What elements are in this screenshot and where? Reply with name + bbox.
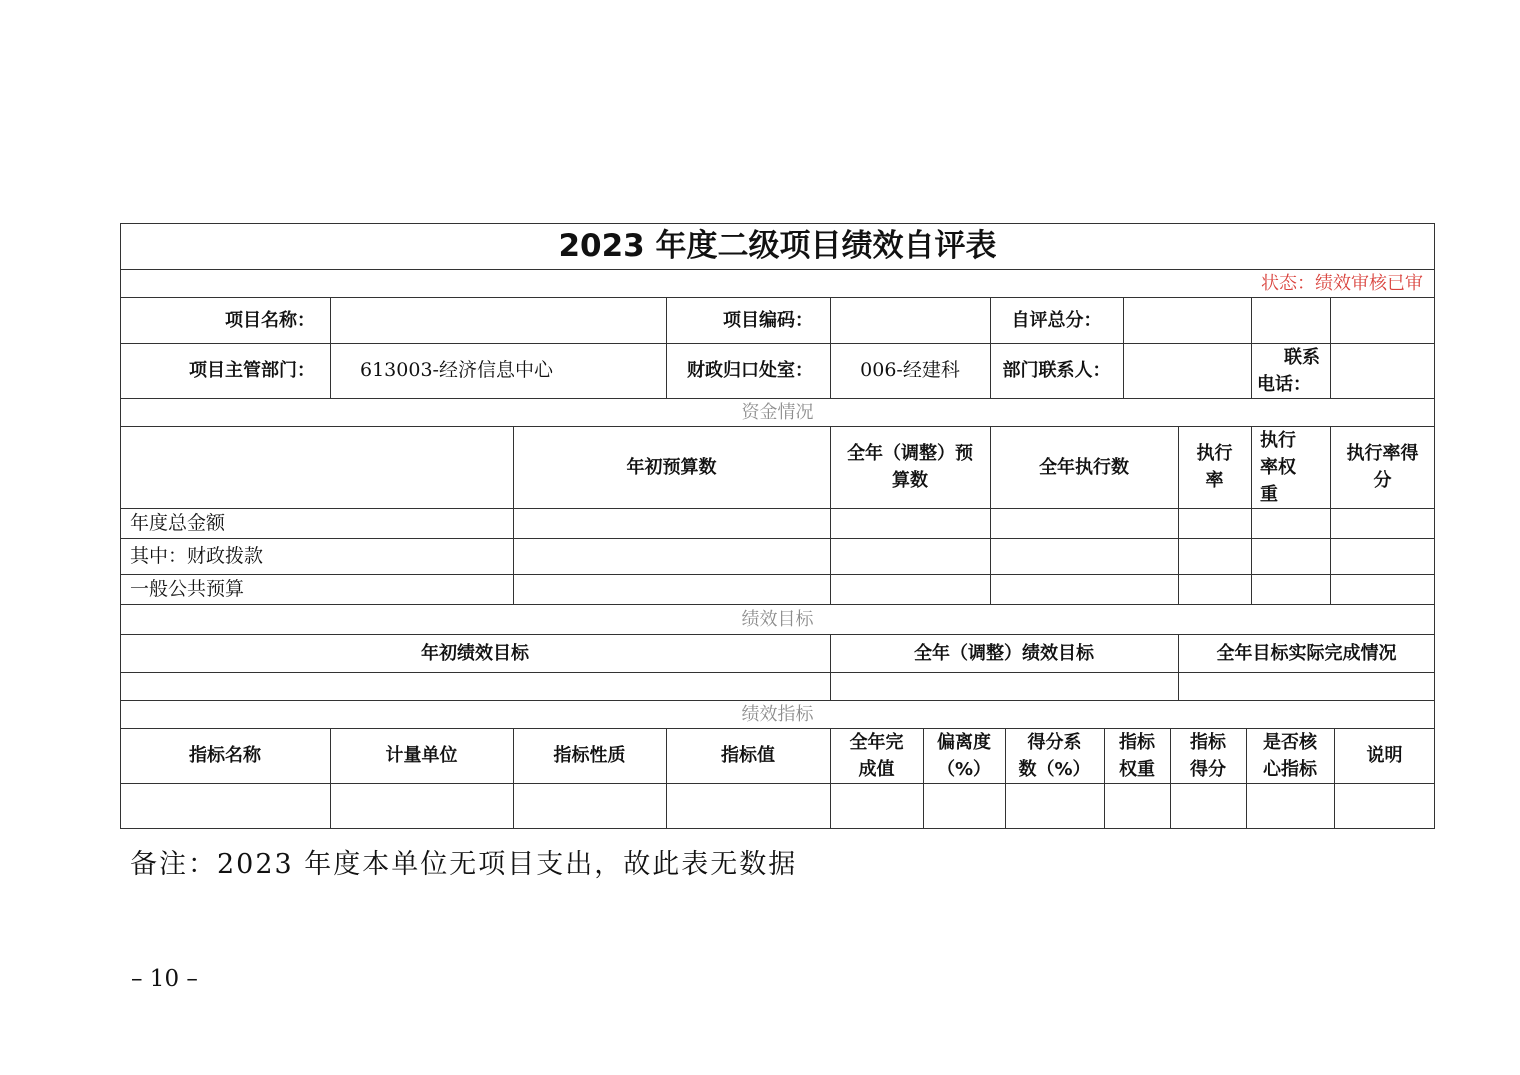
finance-office-label: 财政归口处室： (687, 360, 813, 381)
score-coefficient-header-line1: 得分系 (1027, 731, 1082, 753)
rate-weight-header-line3: 重 (1260, 483, 1278, 505)
form-title: 2023 年度二级项目绩效自评表 (558, 227, 997, 264)
adjusted-budget-header (830, 426, 990, 508)
phone-label (1251, 343, 1330, 398)
completed-value-header-line1: 全年完 (849, 731, 904, 753)
core-indicator-header (1246, 728, 1334, 783)
adjusted-budget-header-line1: 全年（调整）预 (847, 443, 973, 464)
self-score-value (1123, 297, 1251, 343)
core-indicator-header-line2: 心指标 (1263, 758, 1317, 780)
indicator-weight-header-line2: 权重 (1119, 758, 1155, 780)
indicator-score-header (1170, 728, 1246, 783)
project-name-label: 项目名称： (225, 309, 315, 331)
adjusted-goal-header: 全年（调整）绩效目标 (914, 642, 1094, 664)
executed-header: 全年执行数 (1039, 456, 1129, 478)
indicator-weight-header-line1: 指标 (1119, 731, 1155, 753)
adjusted-budget-header-line2: 算数 (892, 470, 928, 491)
indicator-value-header: 指标值 (721, 745, 775, 766)
phone-label-line1: 联系 (1284, 346, 1320, 368)
initial-budget-header: 年初预算数 (626, 456, 717, 478)
indicators-section-title: 绩效指标 (741, 703, 814, 725)
execution-rate-header-line2: 率 (1205, 470, 1224, 491)
core-indicator-header-line1: 是否核 (1263, 731, 1317, 753)
actual-completion-header: 全年目标实际完成情况 (1216, 642, 1397, 664)
project-code-label: 项目编码： (723, 309, 813, 331)
phone-value (1330, 343, 1435, 398)
grid-line (120, 783, 1435, 784)
initial-goal-header: 年初绩效目标 (421, 642, 529, 664)
finance-office-value: 006-经建科 (860, 359, 960, 381)
execution-rate-header-line1: 执行 (1196, 443, 1233, 464)
rate-weight-header (1251, 426, 1330, 508)
completed-value-header (830, 728, 923, 783)
deviation-header-line1: 偏离度 (937, 731, 991, 753)
indicator-score-header-line1: 指标 (1190, 731, 1226, 753)
indicator-score-header-line2: 得分 (1190, 758, 1226, 780)
grid-line (120, 672, 1435, 673)
footnote: 备注：2023 年度本单位无项目支出，故此表无数据 (130, 849, 798, 880)
execution-rate-header (1178, 426, 1251, 508)
contact-person-value (1123, 343, 1251, 398)
funds-row-label: 其中：财政拨款 (130, 544, 264, 567)
deviation-header-line2: （%） (936, 758, 992, 780)
score-coefficient-header (1005, 728, 1104, 783)
indicator-name-header: 指标名称 (189, 745, 261, 766)
rate-score-header-line2: 分 (1373, 470, 1392, 491)
funds-row-label: 年度总金额 (130, 511, 226, 534)
rate-score-header (1330, 426, 1435, 508)
project-name-value (330, 297, 666, 343)
score-coefficient-header-line2: 数（%） (1018, 758, 1091, 780)
deviation-header (923, 728, 1005, 783)
completed-value-header-line2: 成值 (858, 758, 895, 780)
indicator-weight-header (1104, 728, 1170, 783)
funds-section-title: 资金情况 (741, 401, 814, 423)
page-number: – 10 – (131, 966, 198, 992)
remark-header: 说明 (1366, 745, 1403, 766)
phone-label-line2: 电话： (1257, 373, 1311, 395)
project-code-value (830, 297, 990, 343)
department-value: 613003-经济信息中心 (360, 359, 553, 381)
nature-header: 指标性质 (553, 745, 626, 766)
rate-score-header-line1: 执行率得 (1346, 443, 1419, 464)
department-label: 项目主管部门： (189, 360, 315, 381)
unit-header: 计量单位 (385, 745, 458, 766)
goals-section-title: 绩效目标 (741, 608, 814, 630)
status-badge: 状态：绩效审核已审 (1261, 272, 1423, 294)
contact-person-label: 部门联系人： (1002, 360, 1111, 381)
self-score-label: 自评总分： (1011, 309, 1102, 331)
rate-weight-header-line1: 执行 (1260, 429, 1296, 451)
rate-weight-header-line2: 率权 (1260, 456, 1296, 478)
funds-row-label: 一般公共预算 (130, 577, 245, 600)
